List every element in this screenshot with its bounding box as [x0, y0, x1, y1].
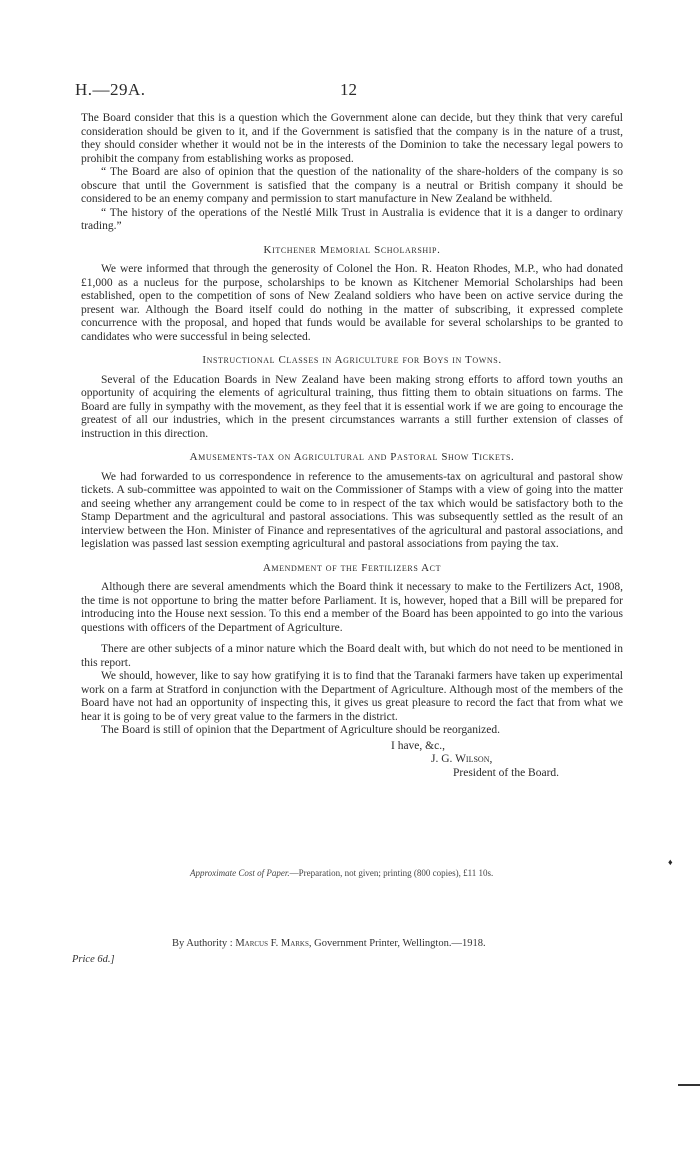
section-heading: Amendment of the Fertilizers Act — [262, 561, 442, 574]
paragraph: The Board consider that this is a question which the Government alone can decide, but they think that very careful consideration should be given to it, and if the Government is satisfied that the company is in the nature of a trust, they should consider whether it would not be in the interests of the Dominion to take the necessary legal powers to prohibit the company from establishing works as proposed. — [81, 112, 623, 165]
page-number: 12 — [340, 80, 357, 99]
cost-text: —Preparation, not given; printing (800 copies), £11 10s. — [289, 868, 494, 878]
page-reference: H.—29A. — [75, 80, 146, 99]
signature-block — [81, 740, 623, 781]
signature-title: President of the Board. — [453, 766, 560, 779]
paragraph: The Board is still of opinion that the Department of Agriculture should be reorganized. — [101, 724, 500, 736]
signature-closing: I have, &c., — [391, 739, 445, 752]
authority-prefix: By Authority : — [172, 938, 233, 949]
signature-name: J. G. Wilson, — [431, 753, 493, 765]
cost-label: Approximate Cost of Paper. — [190, 868, 290, 878]
printer-name: Marcus F. Marks, — [235, 938, 312, 949]
section-heading: Amusements-tax on Agricultural and Pastoral Show Tickets. — [189, 451, 515, 463]
paragraph: We had forwarded to us correspondence in reference to the amusements-tax on agricultural and pastoral show tickets. A sub-committee was appointed to wait on the Commissioner of Stamps with a view of going into the matter and seeing whether any arrangement could be come to in respect of the tax which would be satisfactory both to the Stamp Department and the agricultural and pastoral associations. This was subsequently settled as the result of an interview between the Hon. Minister of Finance and representatives of the agricultural and pastoral associations, and legislation was passed last session exempting agricultural and pastoral associations from paying the tax. — [81, 470, 623, 550]
paragraph: We should, however, like to say how gratifying it is to find that the Taranaki farmers have taken up experimental work on a farm at Stratford in conjunction with the Department of Agriculture. Although most of the members of the Board have not had an opportunity of inspecting this, it gives us great pleasure to record the fact that from what we hear it is going to be of very great value to the farmers in the district. — [81, 670, 623, 723]
edge-mark — [678, 1084, 700, 1086]
section-gap — [81, 635, 623, 643]
section-heading: Instructional Classes in Agriculture for Boys in Towns. — [202, 354, 502, 366]
paragraph: There are other subjects of a minor nature which the Board dealt with, but which do not need to be mentioned in this report. — [81, 643, 623, 669]
margin-mark: ♦ — [668, 857, 673, 867]
report-body — [81, 112, 623, 780]
price-label: Price 6d.] — [72, 954, 115, 965]
paper-cost-note — [190, 868, 493, 878]
authority-suffix: Government Printer, Wellington.—1918. — [314, 938, 486, 949]
paragraph: Although there are several amendments which the Board think it necessary to make to the Fertilizers Act, 1908, the time is not opportune to bring the matter before Parliament. It is, however, hoped that a Bill will be prepared for introducing into the House next session. To this end a member of the Board has been appointed to go into the various questions with officers of the Department of Agriculture. — [81, 581, 623, 634]
paragraph: “ The Board are also of opinion that the question of the nationality of the share-holders of the company is so obscure that until the Government is satisfied that the company is a neutral or British company it should be considered to be an enemy company and permission to start manufacture in New Zealand be withheld. — [81, 166, 623, 205]
paragraph: “ The history of the operations of the Nestlé Milk Trust in Australia is evidence that it is a danger to ordinary trading.” — [81, 206, 623, 232]
paragraph: We were informed that through the generosity of Colonel the Hon. R. Heaton Rhodes, M.P., who had donated £1,000 as a nucleus for the purpose, scholarships to be known as Kitchener Memorial Scholarships had been established, open to the competition of sons of New Zealand soldiers who have been on active service during the present war. Although the Board itself could do nothing in the matter of subscribing, it expressed complete concurrence with the proposal, and hoped that funds would be available for several scholarships to be granted to candidates who were successful in being selected. — [81, 263, 623, 343]
section-heading: Kitchener Memorial Scholarship. — [263, 243, 441, 256]
paragraph: Several of the Education Boards in New Zealand have been making strong efforts to afford town youths an opportunity of acquiring the elements of agricultural training, thus fitting them to obtain situations on farms. The Board are fully in sympathy with the movement, as they feel that it is essential work if we are going to encourage the greatest of all our industries, which in the present circumstances warrants a still further extension of classes of instruction in this direction. — [81, 373, 623, 440]
printer-authority — [172, 938, 486, 949]
